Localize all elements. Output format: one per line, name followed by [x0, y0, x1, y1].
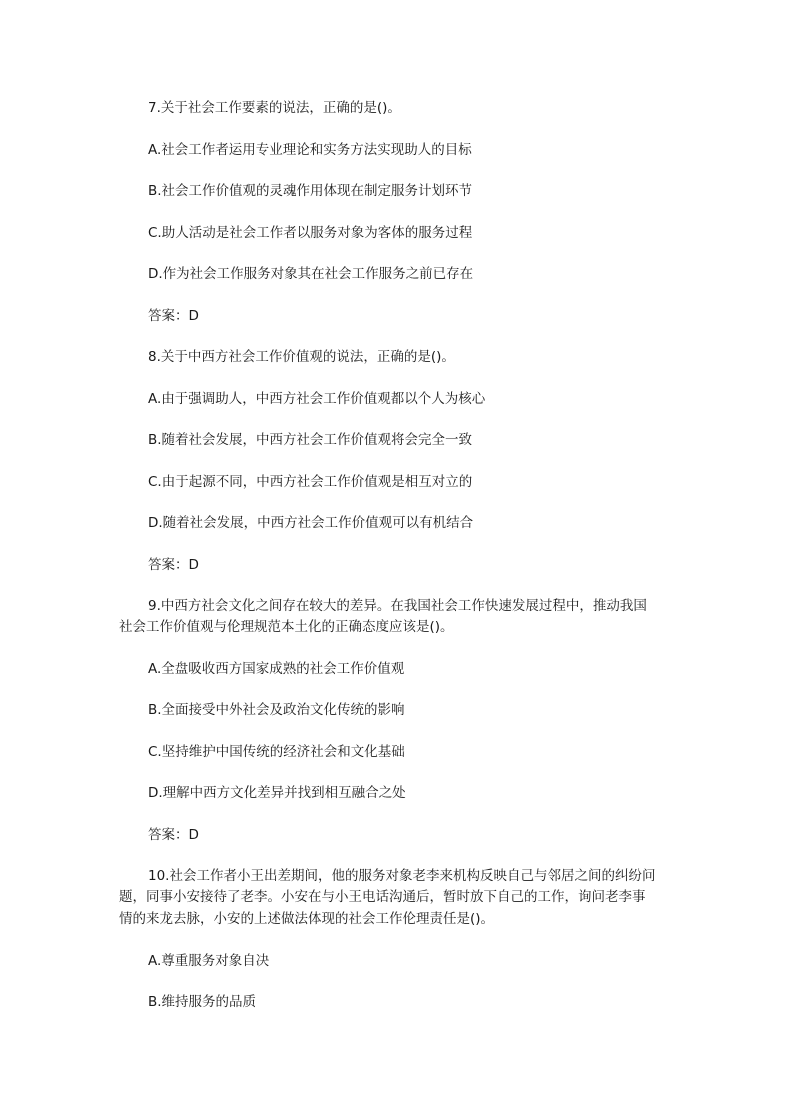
question-7-answer: 答案：D	[148, 308, 199, 324]
question-9-stem-line-1: 9.中西方社会文化之间存在较大的差异。在我国社会工作快速发展过程中，推动我国	[148, 598, 647, 614]
question-8-option-c: C.由于起源不同，中西方社会工作价值观是相互对立的	[148, 474, 473, 490]
question-9-option-d: D.理解中西方文化差异并找到相互融合之处	[148, 785, 406, 801]
question-9-stem-line-2: 社会工作价值观与伦理规范本土化的正确态度应该是()。	[119, 619, 454, 635]
question-8-answer: 答案：D	[148, 557, 199, 573]
question-7-stem: 7.关于社会工作要素的说法，正确的是()。	[148, 100, 401, 116]
question-10-stem-line-2: 题，同事小安接待了老李。小安在与小王电话沟通后，暂时放下自己的工作，询问老李事	[119, 889, 646, 905]
question-10-option-a: A.尊重服务对象自决	[148, 953, 270, 969]
question-8-option-a: A.由于强调助人，中西方社会工作价值观都以个人为核心	[148, 391, 486, 407]
question-9-option-c: C.坚持维护中国传统的经济社会和文化基础	[148, 744, 405, 760]
question-10-stem-line-3: 情的来龙去脉，小安的上述做法体现的社会工作伦理责任是()。	[119, 911, 495, 927]
question-8-option-d: D.随着社会发展，中西方社会工作价值观可以有机结合	[148, 515, 474, 531]
question-7-option-d: D.作为社会工作服务对象其在社会工作服务之前已存在	[148, 266, 474, 282]
question-9-option-a: A.全盘吸收西方国家成熟的社会工作价值观	[148, 661, 405, 677]
question-7-option-c: C.助人活动是社会工作者以服务对象为客体的服务过程	[148, 225, 473, 241]
question-10-stem-line-1: 10.社会工作者小王出差期间，他的服务对象老李来机构反映自己与邻居之间的纠纷问	[148, 868, 656, 884]
question-10-option-b: B.维持服务的品质	[148, 994, 257, 1010]
question-8-stem: 8.关于中西方社会工作价值观的说法，正确的是()。	[148, 349, 455, 365]
question-9-answer: 答案：D	[148, 827, 199, 843]
question-7-option-b: B.社会工作价值观的灵魂作用体现在制定服务计划环节	[148, 183, 473, 199]
question-9-option-b: B.全面接受中外社会及政治文化传统的影响	[148, 702, 405, 718]
question-8-option-b: B.随着社会发展，中西方社会工作价值观将会完全一致	[148, 432, 473, 448]
question-7-option-a: A.社会工作者运用专业理论和实务方法实现助人的目标	[148, 142, 472, 158]
